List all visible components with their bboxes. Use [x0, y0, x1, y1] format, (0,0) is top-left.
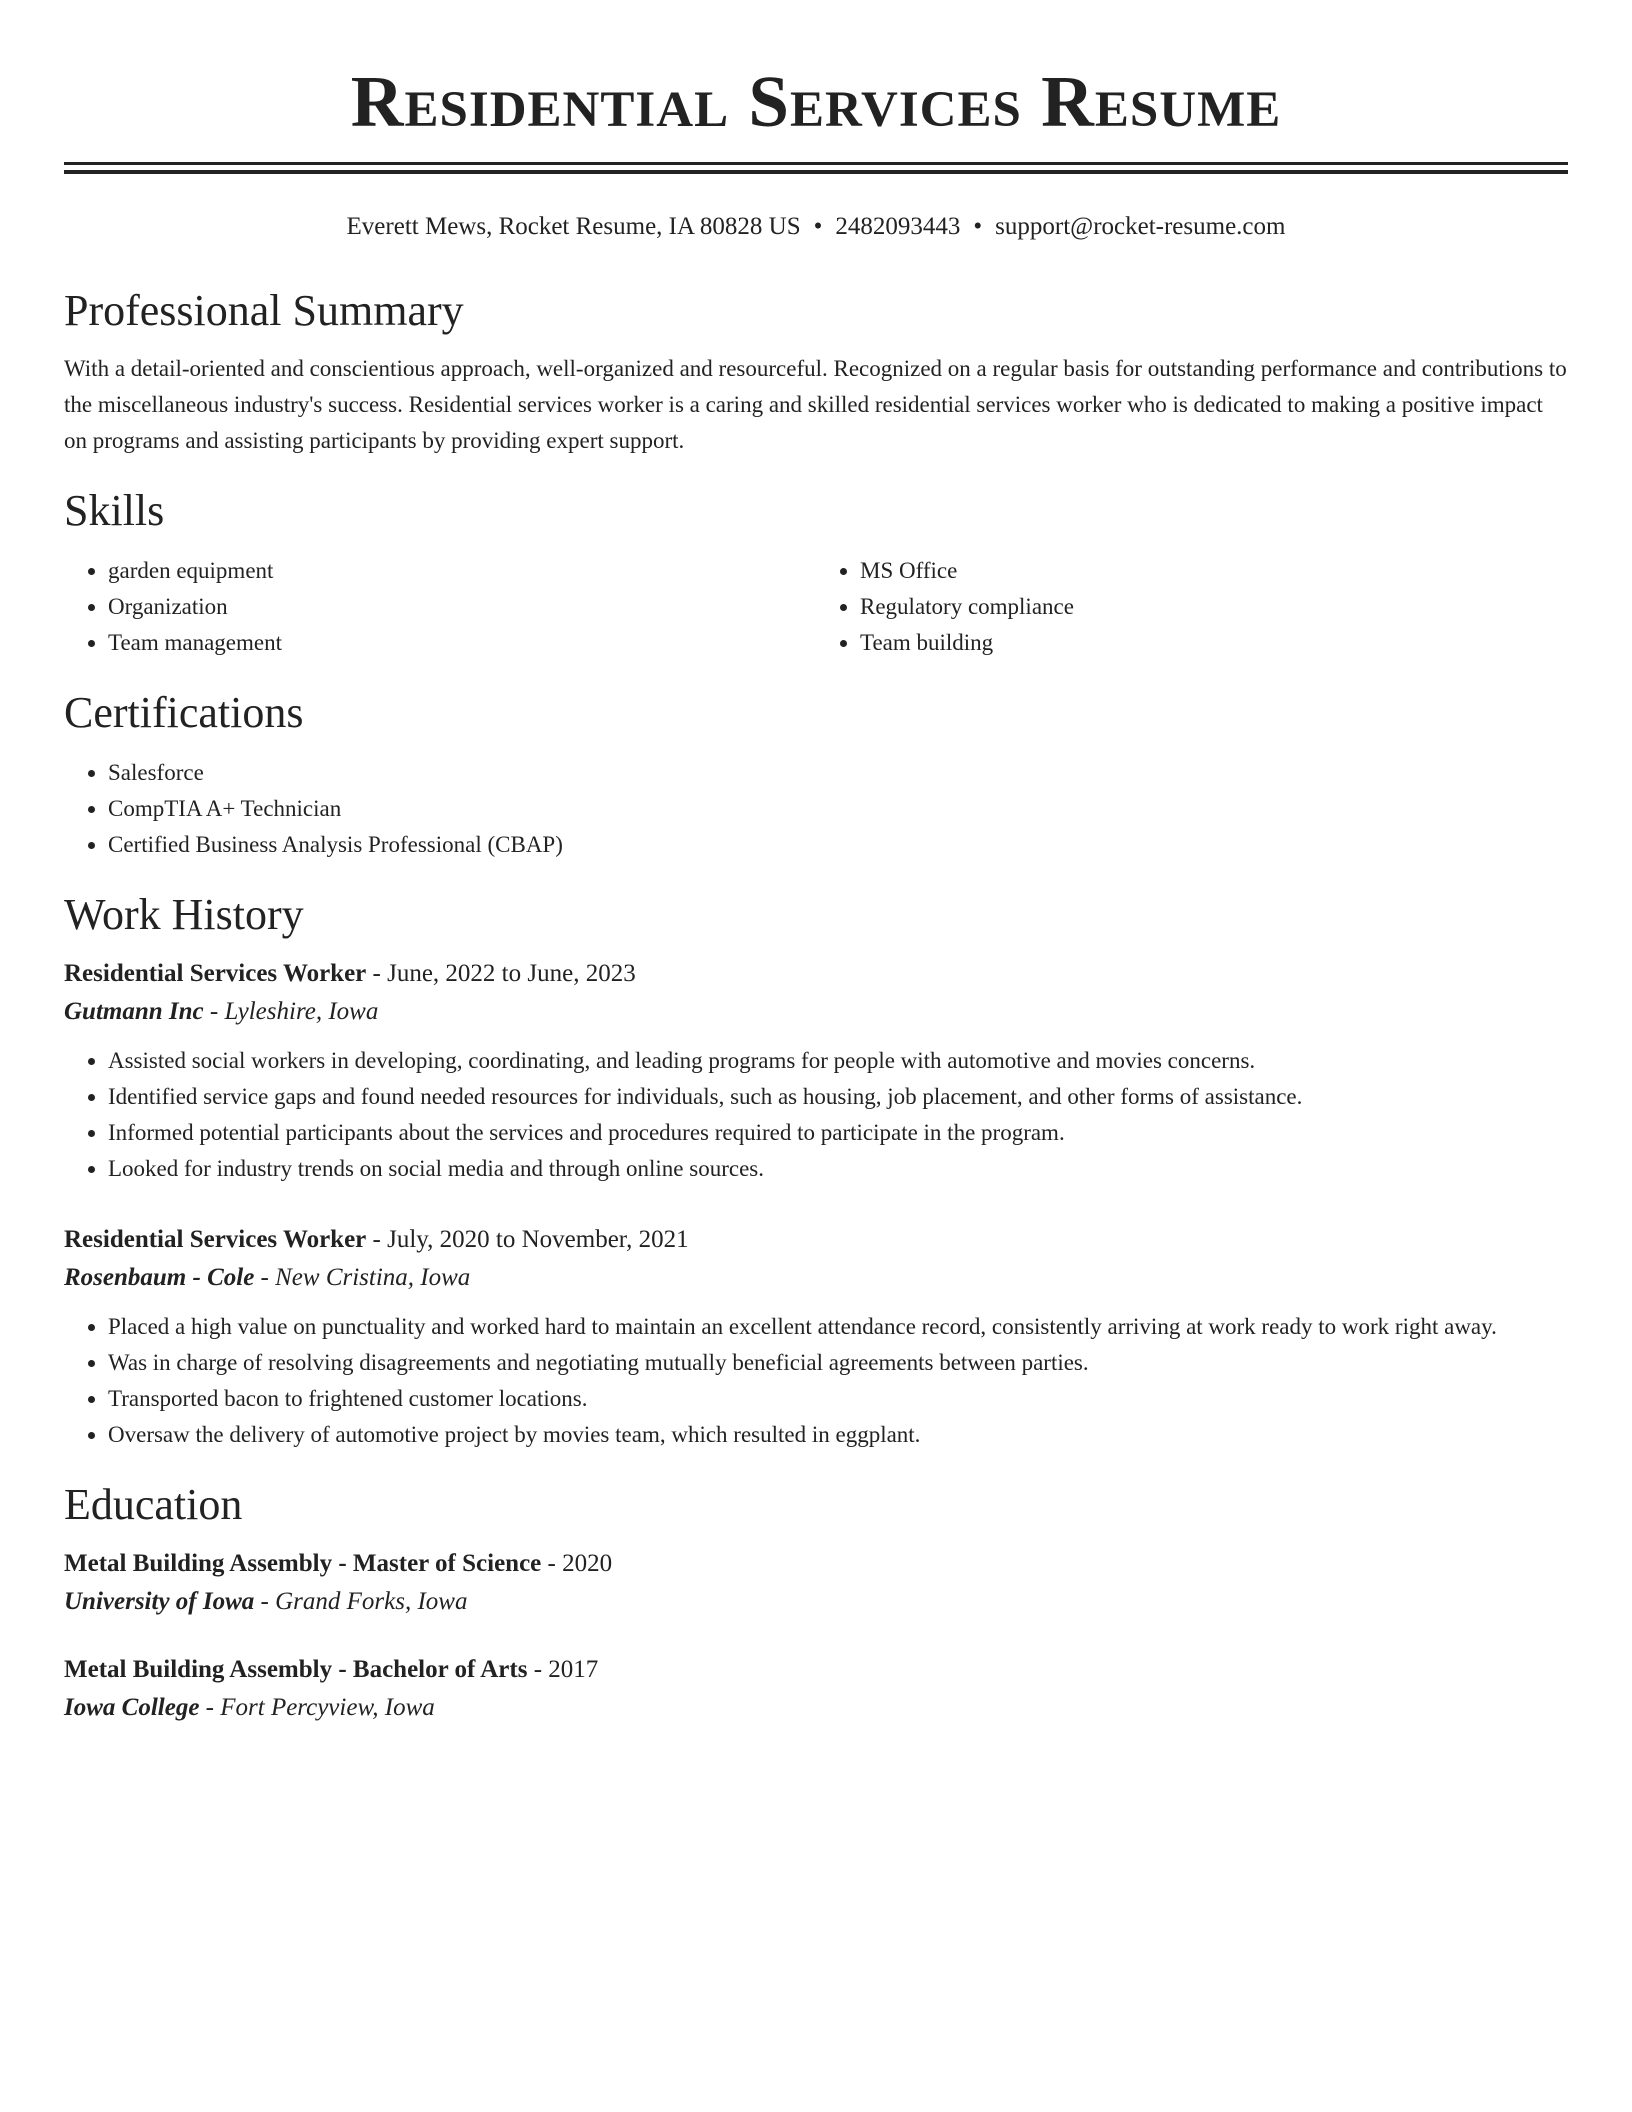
- education-entry: [64, 1651, 1568, 1727]
- skill-item: • Team management: [108, 625, 816, 661]
- education-school-line: [64, 1583, 1568, 1621]
- education-location: - Fort Percyview, Iowa: [199, 1694, 435, 1721]
- contact-phone: 2482093443: [835, 213, 961, 240]
- education-degree-line: [64, 1545, 1568, 1583]
- education-degree-line: [64, 1651, 1568, 1689]
- job-bullet: • Placed a high value on punctuality and worked hard to maintain an excellent attendance record, consistently arriving at work ready to work right away.: [108, 1309, 1568, 1345]
- divider-line-thin: [64, 162, 1568, 165]
- job-company-line: [64, 1259, 1568, 1297]
- job-company: Gutmann Inc: [64, 998, 204, 1025]
- job-dates: - June, 2022 to June, 2023: [366, 960, 636, 987]
- education-location: - Grand Forks, Iowa: [254, 1588, 468, 1615]
- education-school: Iowa College: [64, 1694, 200, 1721]
- job-bullet: • Identified service gaps and found needed resources for individuals, such as housing, job placement, and other forms of assistance.: [108, 1079, 1568, 1115]
- skill-item: • Regulatory compliance: [860, 589, 1568, 625]
- divider-line-thick: [64, 170, 1568, 174]
- job-entry: [64, 1221, 1568, 1453]
- job-entry: [64, 955, 1568, 1187]
- job-company-line: [64, 993, 1568, 1031]
- certification-item: • CompTIA A+ Technician: [108, 791, 1568, 827]
- skills-left-list: [64, 553, 816, 661]
- summary-heading: Professional Summary: [64, 286, 464, 335]
- certifications-list: [64, 755, 1568, 863]
- contact-separator: •: [813, 213, 823, 240]
- certification-item: • Certified Business Analysis Professional (CBAP): [108, 827, 1568, 863]
- certifications-heading: Certifications: [64, 688, 304, 737]
- contact-line: [64, 211, 1568, 243]
- skills-heading: Skills: [64, 486, 165, 535]
- skill-item: • Organization: [108, 589, 816, 625]
- job-title: Residential Services Worker: [64, 960, 367, 987]
- job-bullet: • Assisted social workers in developing, coordinating, and leading programs for people with automotive and movies concerns.: [108, 1043, 1568, 1079]
- education-entry: [64, 1545, 1568, 1621]
- certification-item: • Salesforce: [108, 755, 1568, 791]
- work-history-heading: Work History: [64, 890, 304, 939]
- skill-item: • Team building: [860, 625, 1568, 661]
- job-title: Residential Services Worker: [64, 1226, 367, 1253]
- job-title-line: [64, 955, 1568, 993]
- summary-text: With a detail-oriented and conscientious approach, well-organized and resourceful. Recognized on a regular basis for outstanding performance and contributions to the miscellaneous industry's success. Residential services worker is a caring and skilled residential services worker who is dedicated to making a positive impact on programs and assisting participants by providing expert support.: [64, 356, 1567, 453]
- education-heading: Education: [64, 1480, 243, 1529]
- education-year: - 2020: [541, 1550, 613, 1577]
- job-bullet: • Transported bacon to frightened customer locations.: [108, 1381, 1568, 1417]
- skill-item: • garden equipment: [108, 553, 816, 589]
- skills-columns: [64, 553, 1568, 661]
- job-bullets: [64, 1309, 1568, 1453]
- education-degree: Metal Building Assembly - Master of Science: [64, 1550, 542, 1577]
- job-company: Rosenbaum - Cole: [64, 1264, 255, 1291]
- job-bullet: • Was in charge of resolving disagreements and negotiating mutually beneficial agreements between parties.: [108, 1345, 1568, 1381]
- contact-separator: •: [973, 213, 983, 240]
- job-location: - New Cristina, Iowa: [254, 1264, 471, 1291]
- education-school-line: [64, 1689, 1568, 1727]
- contact-email: support@rocket-resume.com: [995, 213, 1286, 240]
- job-bullet: • Looked for industry trends on social media and through online sources.: [108, 1151, 1568, 1187]
- education-year: - 2017: [527, 1656, 599, 1683]
- job-location: - Lyleshire, Iowa: [203, 998, 379, 1025]
- title-divider: [64, 162, 1568, 174]
- job-bullets: [64, 1043, 1568, 1187]
- education-degree: Metal Building Assembly - Bachelor of Arts: [64, 1656, 528, 1683]
- education-school: University of Iowa: [64, 1588, 255, 1615]
- job-bullet: • Informed potential participants about the services and procedures required to participate in the program.: [108, 1115, 1568, 1151]
- resume-title: Residential Services Resume: [350, 61, 1282, 142]
- skills-right-list: [816, 553, 1568, 661]
- skill-item: • MS Office: [860, 553, 1568, 589]
- contact-address: Everett Mews, Rocket Resume, IA 80828 US: [346, 213, 801, 240]
- job-bullet: • Oversaw the delivery of automotive project by movies team, which resulted in eggplant.: [108, 1417, 1568, 1453]
- job-dates: - July, 2020 to November, 2021: [366, 1226, 689, 1253]
- job-title-line: [64, 1221, 1568, 1259]
